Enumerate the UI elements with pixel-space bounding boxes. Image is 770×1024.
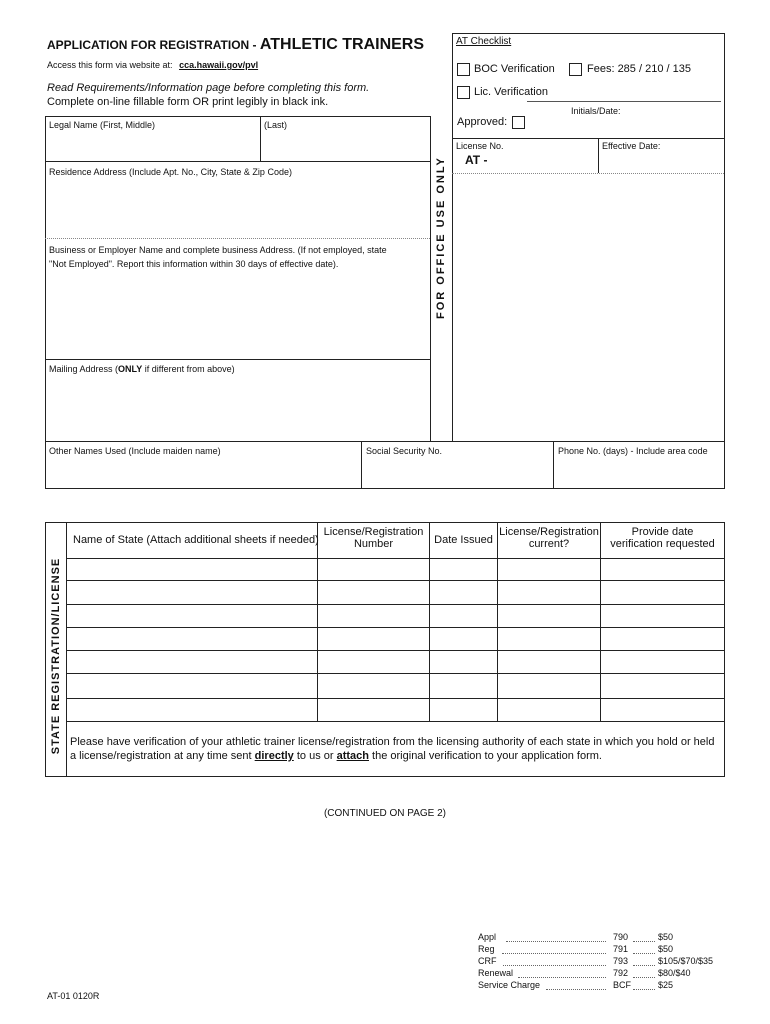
residence-label: Residence Address (Include Apt. No., City, State & Zip Code) [49, 167, 292, 177]
col-verification-l2: verification requested [610, 538, 715, 550]
col-verification-header [601, 526, 724, 550]
col-state-name-header: Name of State (Attach additional sheets if needed) [73, 534, 319, 546]
form-title [47, 36, 424, 54]
fee-amount: $50 [658, 932, 674, 942]
col-license-number-l1: License/Registration [323, 526, 424, 538]
verification-note-line1: Please have verification of your athletic trainer license/registration from the licensing authority of each state in which you hold or held [70, 736, 715, 748]
mailing-pre: Mailing Address ( [49, 364, 119, 374]
title-prefix: APPLICATION FOR REGISTRATION - [47, 38, 260, 52]
effective-date-input[interactable] [600, 152, 722, 172]
fee-row [478, 968, 728, 980]
col-current-header [498, 526, 600, 550]
fee-row [478, 944, 728, 956]
other-names-input[interactable] [46, 458, 360, 487]
note-part-a: a license/registration at any time sent [70, 750, 255, 762]
fee-code: 790 [613, 932, 629, 942]
verification-note-line2 [70, 750, 602, 762]
website-link[interactable]: cca.hawaii.gov/pvl [179, 60, 259, 70]
col-verification-l1: Provide date [631, 526, 694, 538]
table-row[interactable] [67, 628, 724, 650]
license-prefix: AT - [465, 153, 488, 167]
table-row[interactable] [67, 581, 724, 604]
mailing-label [49, 364, 235, 374]
fee-row [478, 932, 728, 944]
table-row[interactable] [67, 605, 724, 627]
fee-amount: $50 [658, 944, 674, 954]
col-current-l2: current? [528, 538, 570, 550]
ssn-input[interactable] [362, 458, 552, 487]
initials-date-label: Initials/Date: [571, 106, 621, 116]
fee-label: Renewal [478, 968, 514, 978]
table-row[interactable] [67, 651, 724, 673]
fee-label: CRF [478, 956, 497, 966]
fees-label: Fees: 285 / 210 / 135 [587, 63, 691, 75]
table-row[interactable] [67, 674, 724, 698]
fee-label: Service Charge [478, 980, 541, 990]
last-name-input[interactable] [261, 132, 429, 160]
approved-label: Approved: [457, 116, 508, 128]
office-use-vertical-label: FOR OFFICE USE ONLY [435, 156, 447, 319]
state-registration-vertical-label: STATE REGISTRATION/LICENSE [50, 557, 62, 755]
note-part-e: the original verification to your application form. [369, 750, 602, 762]
boc-verification-label: BOC Verification [474, 63, 555, 75]
fee-code: 791 [613, 944, 629, 954]
fee-row [478, 980, 728, 992]
lic-verification-label: Lic. Verification [474, 86, 548, 98]
fee-row [478, 956, 728, 968]
fee-code: 793 [613, 956, 629, 966]
mailing-input[interactable] [46, 378, 429, 440]
initials-line [527, 101, 721, 102]
col-license-number-header [318, 526, 429, 550]
table-row[interactable] [67, 559, 724, 580]
approved-checkbox[interactable] [512, 116, 525, 129]
fee-codes-list [478, 932, 728, 996]
legal-name-label: Legal Name (First, Middle) [49, 120, 156, 130]
continued-notice: (CONTINUED ON PAGE 2) [323, 808, 447, 819]
access-line [47, 60, 258, 70]
note-part-c: to us or [293, 750, 337, 762]
business-label-2: "Not Employed". Report this information within 30 days of effective date). [49, 259, 339, 269]
form-id: AT-01 0120R [47, 991, 100, 1001]
fee-code: BCF [613, 980, 631, 990]
ssn-label: Social Security No. [366, 446, 443, 456]
table-row[interactable] [67, 699, 724, 721]
business-input[interactable] [46, 272, 429, 358]
fee-amount: $105/$70/$35 [658, 956, 714, 966]
fee-code: 792 [613, 968, 629, 978]
mailing-only: ONLY [118, 364, 143, 374]
effective-date-label: Effective Date: [602, 141, 661, 151]
instruction-complete: Complete on-line fillable form OR print legibly in black ink. [47, 96, 329, 108]
phone-input[interactable] [554, 458, 723, 487]
checklist-title: AT Checklist [456, 36, 512, 47]
last-name-label: (Last) [264, 120, 288, 130]
other-names-label: Other Names Used (Include maiden name) [49, 446, 221, 456]
fee-label: Appl [478, 932, 497, 942]
legal-name-input[interactable] [46, 132, 259, 160]
note-directly: directly [254, 750, 294, 762]
phone-label: Phone No. (days) - Include area code [558, 446, 708, 456]
instruction-read: Read Requirements/Information page before completing this form. [47, 82, 370, 94]
col-date-issued-header: Date Issued [434, 534, 493, 546]
lic-verification-checkbox[interactable] [457, 86, 470, 99]
col-current-l1: License/Registration [499, 526, 599, 538]
license-no-label: License No. [456, 141, 504, 151]
col-license-number-l2: Number [353, 538, 394, 550]
boc-verification-checkbox[interactable] [457, 63, 470, 76]
business-label-1: Business or Employer Name and complete business Address. (If not employed, state [49, 245, 387, 255]
title-main: ATHLETIC TRAINERS [259, 36, 425, 53]
fees-checkbox[interactable] [569, 63, 582, 76]
note-attach: attach [336, 750, 369, 762]
fee-amount: $25 [658, 980, 674, 990]
mailing-post: if different from above) [142, 364, 235, 374]
fee-amount: $80/$40 [658, 968, 691, 978]
fee-label: Reg [478, 944, 495, 954]
access-prefix: Access this form via website at: [47, 60, 173, 70]
residence-input[interactable] [46, 180, 429, 237]
